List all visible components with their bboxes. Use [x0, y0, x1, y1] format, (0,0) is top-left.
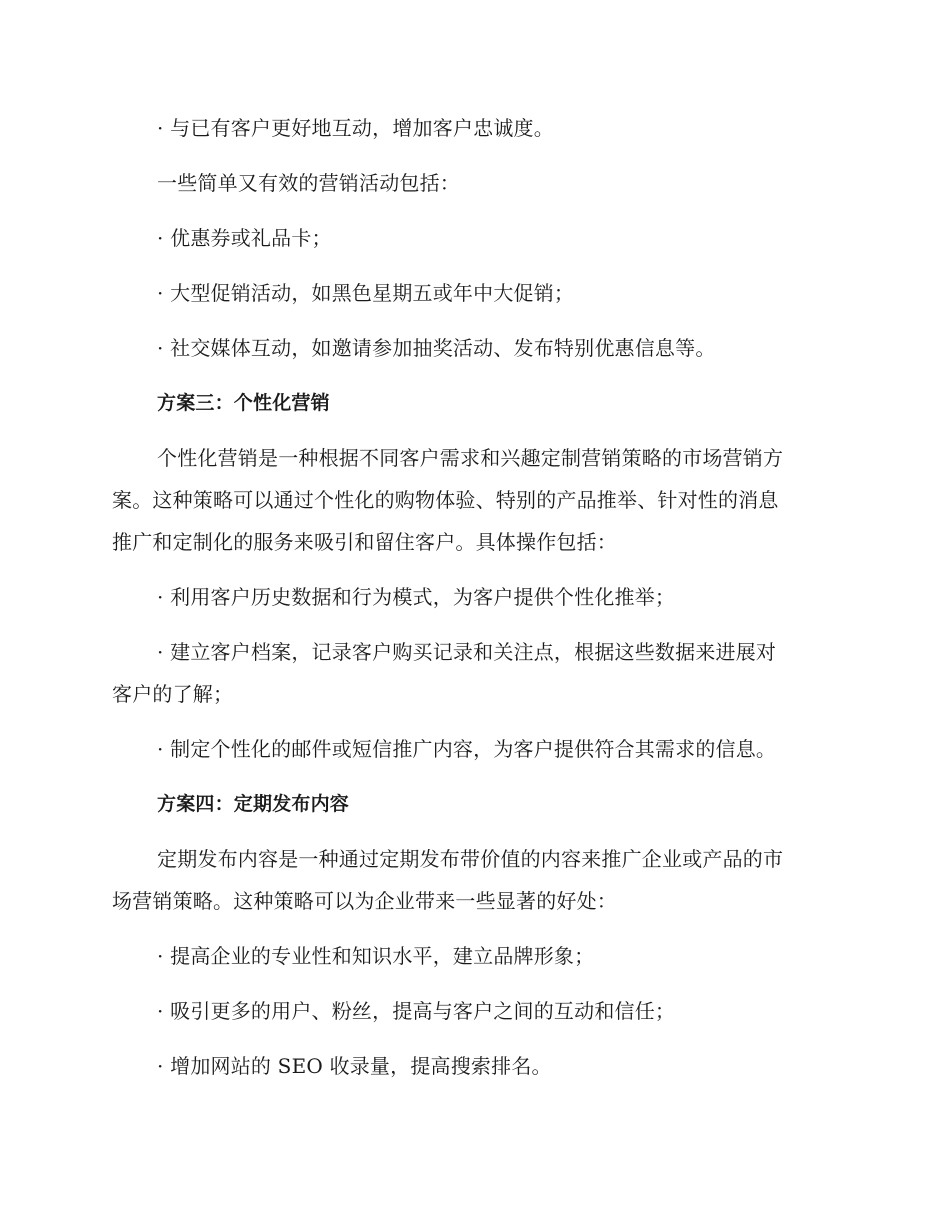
bullet-item: · 社交媒体互动，如邀请参加抽奖活动、发布特别优惠信息等。	[157, 336, 716, 360]
paragraph-line: 案。这种策略可以通过个性化的购物体验、特别的产品推举、针对性的消息	[112, 488, 779, 512]
bullet-item: · 提高企业的专业性和知识水平，建立品牌形象；	[157, 944, 595, 968]
paragraph-line: 场营销策略。这种策略可以为企业带来一些显著的好处：	[112, 889, 617, 913]
bullet-item: · 增加网站的 SEO 收录量，提高搜索排名。	[157, 1054, 552, 1078]
paragraph-line: 个性化营销是一种根据不同客户需求和兴趣定制营销策略的市场营销方	[157, 446, 784, 470]
paragraph-line: 推广和定制化的服务来吸引和留住客户。具体操作包括：	[112, 530, 617, 554]
section-heading: 方案四：定期发布内容	[157, 793, 350, 815]
bullet-item: · 优惠券或礼品卡；	[157, 226, 332, 250]
section-heading: 方案三：个性化营销	[157, 392, 330, 414]
bullet-item: · 建立客户档案，记录客户购买记录和关注点，根据这些数据来进展对	[157, 640, 777, 664]
bullet-item: · 利用客户历史数据和行为模式，为客户提供个性化推举；	[157, 585, 676, 609]
bullet-item: · 制定个性化的邮件或短信推广内容，为客户提供符合其需求的信息。	[157, 737, 777, 761]
paragraph-line: 一些简单又有效的营销活动包括：	[157, 171, 460, 195]
bullet-item: · 大型促销活动，如黑色星期五或年中大促销；	[157, 281, 575, 305]
paragraph-line: 客户的了解；	[112, 682, 234, 706]
bullet-item: · 吸引更多的用户、粉丝，提高与客户之间的互动和信任；	[157, 999, 676, 1023]
paragraph-line: 定期发布内容是一种通过定期发布带价值的内容来推广企业或产品的市	[157, 847, 784, 871]
bullet-item: · 与已有客户更好地互动，增加客户忠诚度。	[157, 116, 554, 140]
